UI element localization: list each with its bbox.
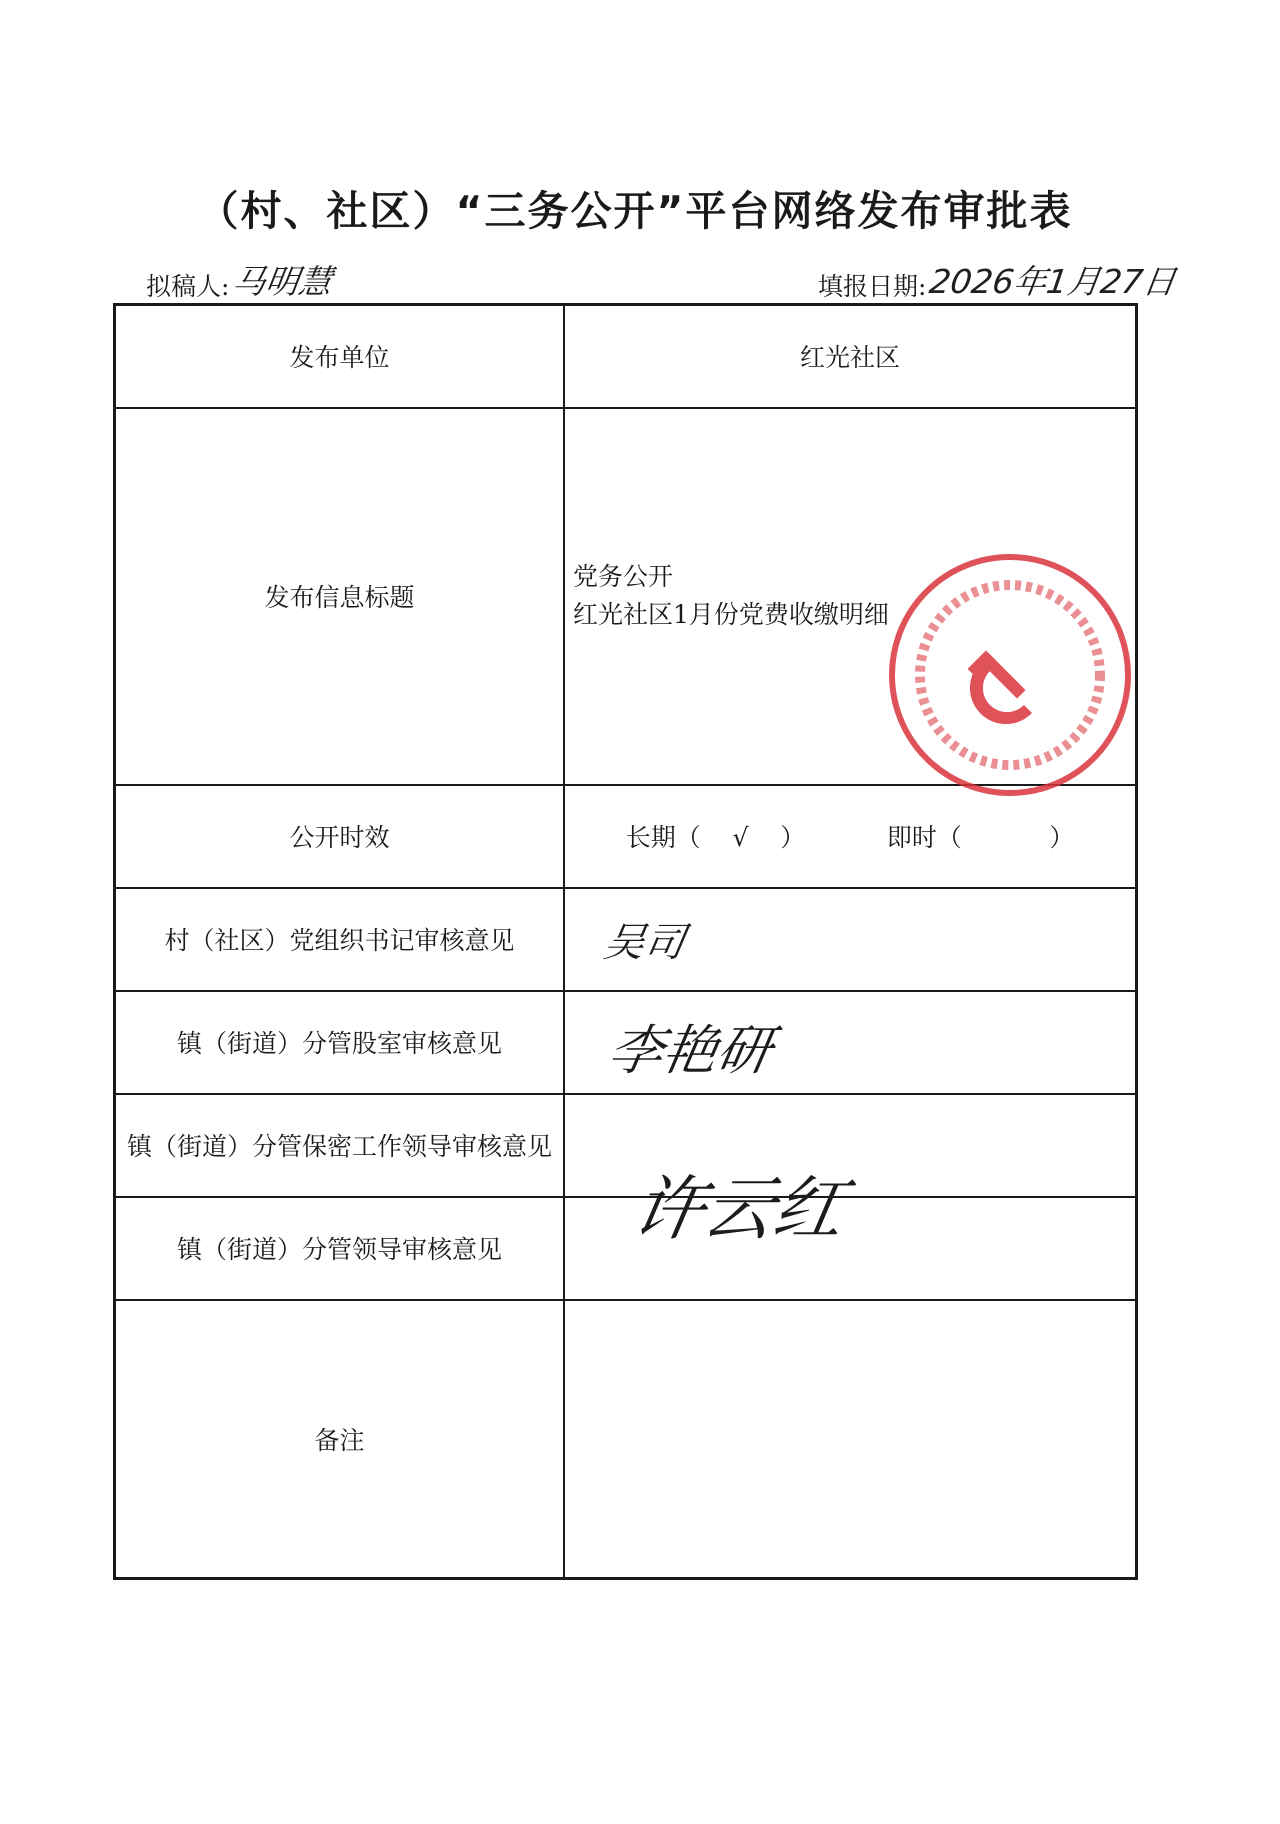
info-title-line1: 党务公开	[573, 562, 674, 591]
leader-review-label: 镇（街道）分管领导审核意见	[115, 1197, 565, 1300]
leader-signature: 许云红	[626, 1167, 852, 1250]
office-signature: 李艳研	[603, 1018, 777, 1082]
remarks-label: 备注	[115, 1300, 565, 1579]
date-field	[818, 256, 1179, 303]
publishing-unit-value: 红光社区	[564, 305, 1137, 408]
table-row	[115, 305, 1137, 408]
table-row	[115, 991, 1137, 1094]
table-row	[115, 1300, 1137, 1579]
info-title-label: 发布信息标题	[115, 408, 565, 785]
drafter-label: 拟稿人:	[146, 272, 230, 301]
date-label: 填报日期:	[818, 272, 927, 301]
timeliness-long-term: 长期（ √ ）	[625, 823, 806, 852]
table-row	[115, 785, 1137, 888]
timeliness-immediate: 即时（ ）	[886, 823, 1075, 852]
secretary-signature: 吴司	[600, 919, 689, 966]
publishing-unit-label: 发布单位	[115, 305, 565, 408]
secretary-review-cell	[564, 888, 1137, 991]
leader-review-cell	[564, 1167, 1137, 1300]
timeliness-label: 公开时效	[115, 785, 565, 888]
secretary-review-label: 村（社区）党组织书记审核意见	[115, 888, 565, 991]
confidentiality-review-label: 镇（街道）分管保密工作领导审核意见	[115, 1094, 565, 1197]
approval-table	[113, 303, 1138, 1580]
table-row	[115, 408, 1137, 785]
office-review-label: 镇（街道）分管股室审核意见	[115, 991, 565, 1094]
table-row	[115, 1197, 1137, 1300]
timeliness-cell	[564, 785, 1137, 888]
info-title-cell	[564, 408, 1137, 785]
document-title: （村、社区）“三务公开”平台网络发布审批表	[197, 187, 1073, 235]
date-value: 2026年1月27日	[927, 262, 1179, 301]
drafter-field	[146, 256, 335, 303]
table-row	[115, 888, 1137, 991]
office-review-cell	[564, 991, 1137, 1094]
drafter-signature: 马明慧	[230, 262, 335, 301]
table-row	[115, 1094, 1137, 1197]
info-title-line2: 红光社区1月份党费收缴明细	[573, 600, 889, 629]
remarks-value	[564, 1300, 1137, 1579]
